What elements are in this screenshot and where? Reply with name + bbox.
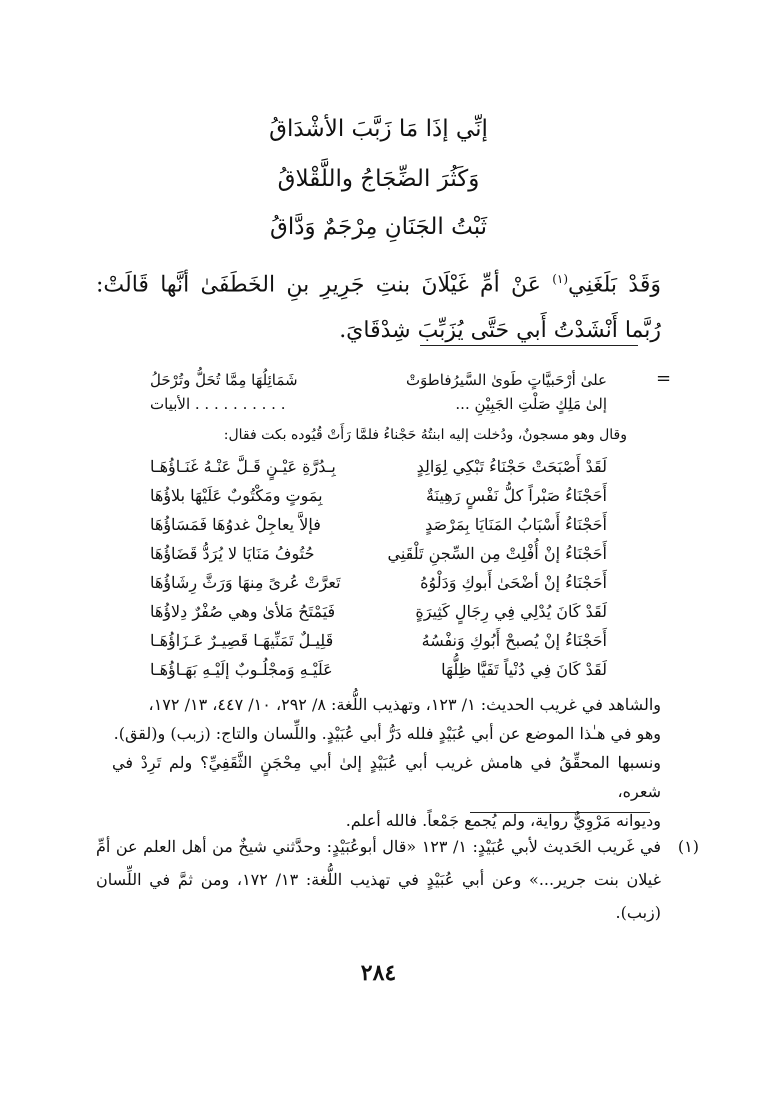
footnote-separator — [470, 812, 650, 813]
main-paragraph — [96, 256, 661, 354]
verse-line-1: إنِّي إذَا مَا زَبَّبَ الأشْدَاقُ — [269, 116, 488, 142]
separator-rule — [420, 345, 638, 346]
verse-line-3: ثَبْتُ الجَنَانِ مِرْجَمٌ وَدَّاقُ — [269, 214, 488, 240]
page-number: ٢٨٤ — [360, 960, 397, 986]
couplet-first-hemistich: أَحَجْنَاءُ إنْ يُصبحْ أَبُوكِ وَنفْسُهُ — [421, 631, 607, 650]
couplet-row — [150, 510, 607, 539]
couplet-second-hemistich: فَيَمْتَحُ مَلأىٰ وهي صُفْرٌ دِلاؤُهَا — [150, 602, 336, 621]
editor-notes — [112, 690, 661, 835]
footnote-number: (١) — [677, 837, 699, 856]
couplet-second-hemistich: شَمَائِلُهَا مِمَّا تُحَلُّ وتُرْحَلُ — [150, 371, 298, 389]
couplet-first-hemistich: علىٰ أرْحَبيَّاتٍ طَوىٰ السَّيرُفاطوَتْ — [405, 371, 607, 389]
couplet-row — [150, 655, 607, 684]
continuation-mark: = — [656, 368, 672, 389]
couplet-row — [150, 597, 607, 626]
couplet-first-hemistich: لَقَدْ كَانَ يُدْلِي فِي رِجَالٍ كَثِيرَةٍ — [415, 602, 607, 621]
paragraph-continuation: عَنْ أمِّ غَيْلَانَ بنتِ جَرِيرِ بنِ الخَطَفَىٰ أنَّها قَالَتْ: رُبَّما أَنْشَدْتُ أَبي حَتَّى يُزَبِّبَ شِدْقَايَ. — [96, 272, 661, 344]
footnote-reference[interactable]: (١) — [552, 272, 569, 286]
couplet-second-hemistich: عَلَيْـهِ وَمجْلُـوبٌ إلَيْـهِ بَهَـاؤُهَـا — [150, 660, 333, 679]
couplet-second-hemistich: فإلاَّ يعاجِلْ غدوُهَا فَمَسَاؤُهَا — [150, 515, 321, 534]
couplet-second-hemistich: قَلِيـلٌ تَمَنِّيهَـا قَصِيـرٌ عَـزَاؤُهَـا — [150, 631, 334, 650]
note-line: وهو في هـٰذا الموضع عن أبي عُبَيْدٍ فلله دَرُّ أبي عُبَيْدٍ. واللِّسان والتاج: (زبب) و(لقق). — [113, 724, 661, 743]
footnote-text: في غَريب الحَديث لأبي عُبَيْدٍ: ١/ ١٢٣ «قال أبوعُبَيْدٍ: وحدَّثني شيخٌ من أهل العلم عن أمِّ غيلان بنت جرير...» وعن أبي عُبَيْدٍ في تهذيب اللُّغة: ١٣/ ١٧٢، ومن ثمَّ في اللِّسان (زبب). — [96, 837, 662, 922]
note-line: وديوانه مَرْوِيٌّ رواية، ولم يُجمع جَمْعاً. فالله أعلم. — [345, 811, 661, 830]
couplet-row — [150, 568, 607, 597]
couplet-first-hemistich: إلىٰ مَلِكٍ صَلْتِ الجَبِيْنِ ... — [455, 395, 607, 413]
couplet-first-hemistich: أَحَجْنَاءُ إنْ أُفْلِتْ مِن السِّجنِ تَلْقَنِي — [387, 544, 607, 563]
couplet-row — [150, 452, 607, 481]
couplet-second-hemistich: بِمَوتٍ ومَكْتُوبٌ عَلَيْهَا بلاؤُهَا — [150, 486, 323, 505]
couplet-row — [150, 392, 607, 416]
marginal-couplets — [150, 368, 607, 416]
verse-line-2: وَكَثُرَ الضِّجَاجُ واللَّقْلاقُ — [277, 166, 480, 192]
couplet-first-hemistich: لَقَدْ أَصْبَحَتْ حَجْنَاءُ تَبْكِي لِوَالِدٍ — [416, 457, 607, 476]
couplet-row — [150, 368, 607, 392]
couplet-first-hemistich: أَحَجْنَاءُ صَبْراً كلُّ نَفْسٍ رَهِينَةٌ — [426, 486, 607, 505]
couplet-second-hemistich: تَعرَّتْ عُرىً مِنهَا وَرَثَّ رِشَاؤُهَا — [150, 573, 341, 592]
couplet-second-hemistich: حُتُوفُ مَنَايَا لا يُرَدُّ قَضَاؤُهَا — [150, 544, 315, 563]
couplet-row — [150, 626, 607, 655]
footnote — [96, 830, 699, 929]
note-line: والشاهد في غريب الحديث: ١/ ١٢٣، وتهذيب اللُّغة: ٨/ ٢٩٢، ١٠/ ٤٤٧، ١٣/ ١٧٢، — [148, 695, 661, 714]
couplet-second-hemistich: . . . . . . . . . . الأبيات — [150, 395, 286, 413]
paragraph-opening: وَقَدْ بَلَغَنِي — [568, 272, 661, 298]
poem-block — [150, 452, 607, 684]
couplet-first-hemistich: أَحَجْنَاءُ أَسْبَابُ المَنَايَا بِمَرْصَدٍ — [425, 515, 607, 534]
note-line: ونسبها المحقِّقُ في هامش غريب أبي عُبَيْدٍ إلىٰ أبي مِحْجَنٍ الثَّقَفِيِّ؟ ولم تَرِدْ في شعره، — [112, 753, 662, 801]
poem-introduction: وقال وهو مسجونٌ، ودُخلت إليه ابنتُهُ حَجْناءُ فلمَّا رَأَتْ قُيُوده بكت فقال: — [223, 427, 627, 443]
couplet-first-hemistich: لَقَدْ كَانَ فِي دُنْياً تَفَيَّا ظِلُّهَا — [441, 660, 607, 679]
couplet-first-hemistich: أَحَجْنَاءُ إنْ أضْحَىٰ أَبوكِ وَدَلْوُهُ — [420, 573, 607, 592]
couplet-row — [150, 481, 607, 510]
couplet-second-hemistich: بِـدُرَّةِ عَيْـنٍ قَـلَّ عَنْـهُ غَنَـاؤُهَـا — [150, 457, 336, 476]
couplet-row — [150, 539, 607, 568]
